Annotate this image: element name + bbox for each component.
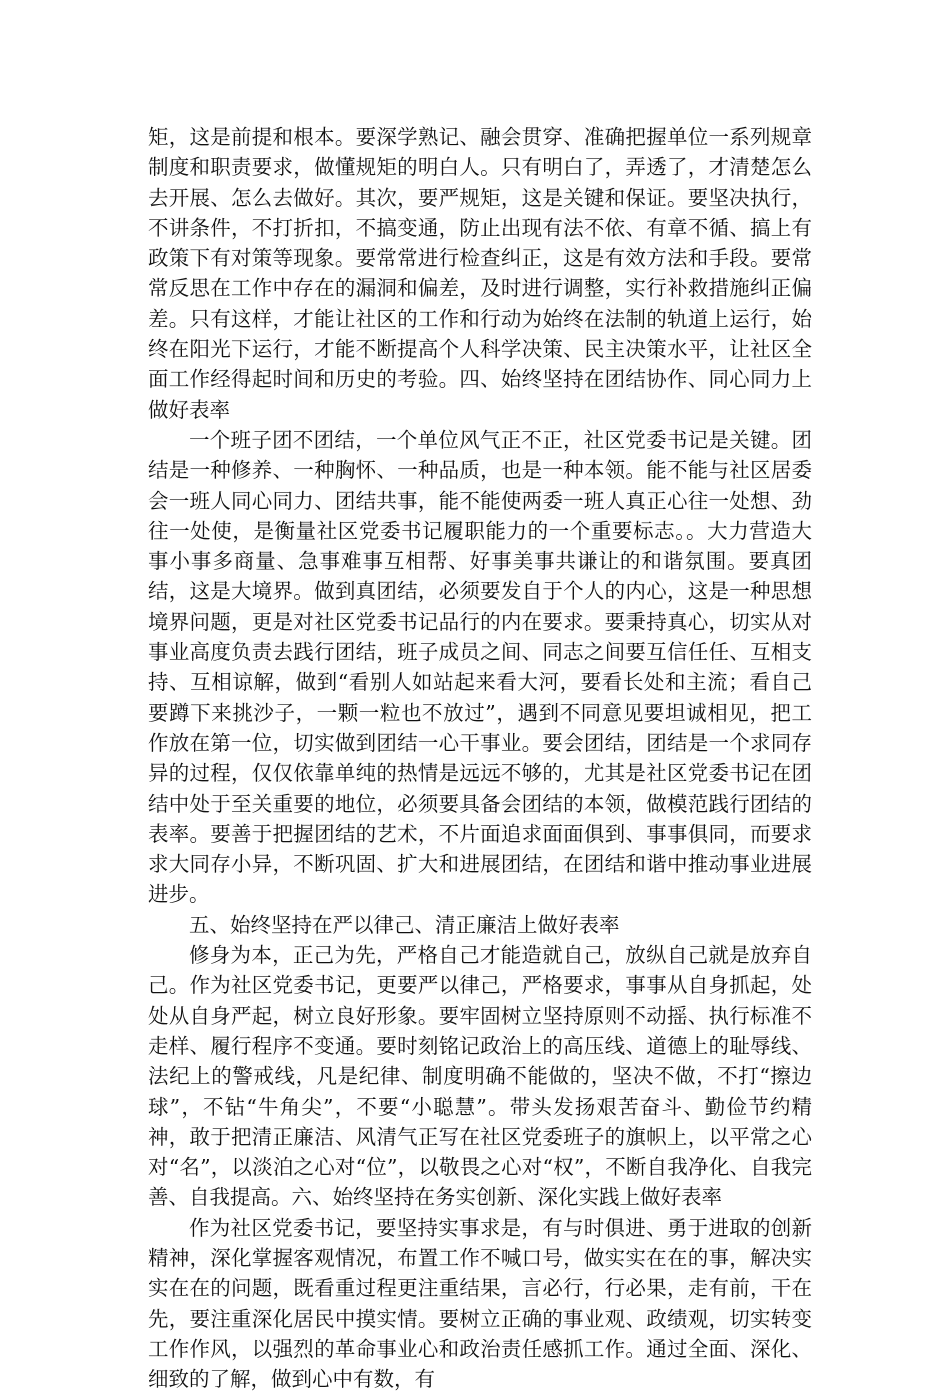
document-page: [148, 122, 812, 1394]
paragraph-4: 作为社区党委书记，要坚持实事求是，有与时俱进、勇于进取的创新精神，深化掌握客观情况，布置工作不喊口号，做实实在在的事，解决实实在在的问题，既看重过程更注重结果，言必行，行必果，走有前，干在先，要注重深化居民中摸实情。要树立正确的事业观、政绩观，切实转变工作作风，以强烈的革命事业心和政治责任感抓工作。通过全面、深化、细致的了解，做到心中有数，有: [148, 1215, 812, 1392]
section-heading-5: 五、始终坚持在严以律己、清正廉洁上做好表率: [189, 912, 620, 937]
paragraph-3: 修身为本，正己为先，严格自己才能造就自己，放纵自己就是放弃自己。作为社区党委书记，更要严以律己，严格要求，事事从自身抓起，处处从自身严起，树立良好形象。要牢固树立坚持原则不动摇、执行标准不走样、履行程序不变通。要时刻铭记政治上的高压线、道德上的耻辱线、法纪上的警戒线，凡是纪律、制度明确不能做的，坚决不做，不打“擦边球”，不钻“牛角尖”，不要“小聪慧”。带头发扬艰苦奋斗、勤俭节约精神，敢于把清正廉洁、风清气正写在社区党委班子的旗帜上，以平常之心对“名”，以淡泊之心对“位”，以敬畏之心对“权”，不断自我净化、自我完善、自我提高。六、始终坚持在务实创新、深化实践上做好表率: [148, 943, 812, 1210]
paragraph-2: 一个班子团不团结，一个单位风气正不正，社区党委书记是关键。团结是一种修养、一种胸怀、一种品质，也是一种本领。能不能与社区居委会一班人同心同力、团结共事，能不能使两委一班人真正心往一处想、劲往一处使，是衡量社区党委书记履职能力的一个重要标志。。大力营造大事小事多商量、急事难事互相帮、好事美事共谦让的和谐氛围。要真团结，这是大境界。做到真团结，必须要发自于个人的内心，这是一种思想境界问题，更是对社区党委书记品行的内在要求。要秉持真心，切实从对事业高度负责去践行团结，班子成员之间、同志之间要互信任任、互相支持、互相谅解，做到“看别人如站起来看大河，要看长处和主流；看自己要蹲下来挑沙子，一颗一粒也不放过”，遇到不同意见要坦诚相见，把工作放在第一位，切实做到团结一心干事业。要会团结，团结是一个求同存异的过程，仅仅依靠单纯的热情是远远不够的，尤其是社区党委书记在团结中处于至关重要的地位，必须要具备会团结的本领，做模范践行团结的表率。要善于把握团结的艺术，不片面追求面面俱到、事事俱同，而要求求大同存小异，不断巩固、扩大和进展团结，在团结和谐中推动事业进展进步。: [148, 427, 812, 907]
paragraph-1: 矩，这是前提和根本。要深学熟记、融会贯穿、准确把握单位一系列规章制度和职责要求，做懂规矩的明白人。只有明白了，弄透了，才清楚怎么去开展、怎么去做好。其次，要严规矩，这是关键和保证。要坚决执行，不讲条件，不打折扣，不搞变通，防止出现有法不依、有章不循、搞上有政策下有对策等现象。要常常进行检查纠正，这是有效方法和手段。要常常反思在工作中存在的漏洞和偏差，及时进行调整，实行补救措施纠正偏差。只有这样，才能让社区的工作和行动为始终在法制的轨道上运行，始终在阳光下运行，才能不断提高个人科学决策、民主决策水平，让社区全面工作经得起时间和历史的考验。四、始终坚持在团结协作、同心同力上做好表率: [148, 125, 812, 422]
